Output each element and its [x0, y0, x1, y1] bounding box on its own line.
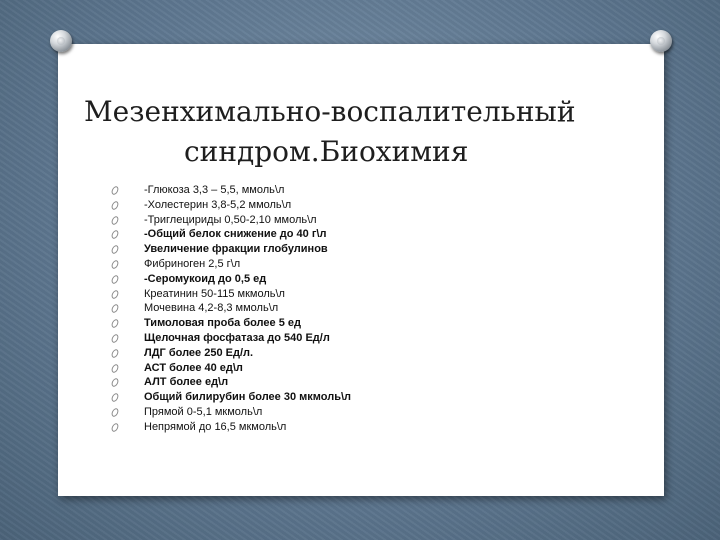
list-item — [112, 346, 351, 361]
oval-bullet-icon — [110, 200, 120, 211]
slide-title-line2: синдром.Биохимия — [184, 135, 469, 168]
oval-bullet-icon — [110, 274, 120, 285]
list-item — [112, 390, 351, 405]
oval-bullet-icon — [110, 259, 120, 270]
oval-bullet-icon — [110, 244, 120, 255]
oval-bullet-icon — [110, 333, 120, 344]
list-item — [112, 361, 351, 376]
list-item — [112, 213, 351, 228]
list-item-text: АСТ более 40 ед\л — [144, 361, 243, 374]
list-item-text: -Холестерин 3,8-5,2 ммоль\л — [144, 198, 292, 211]
pushpin-icon — [650, 30, 672, 52]
list-item-text: Прямой 0-5,1 мкмоль\л — [144, 405, 263, 418]
oval-bullet-icon — [110, 303, 120, 314]
list-item-text: -Общий белок снижение до 40 г\л — [144, 228, 327, 241]
oval-bullet-icon — [110, 392, 120, 403]
oval-bullet-icon — [110, 230, 120, 241]
list-item — [112, 272, 351, 287]
oval-bullet-icon — [110, 422, 120, 433]
oval-bullet-icon — [110, 289, 120, 300]
list-item — [112, 405, 351, 420]
list-item-text: -Серомукоид до 0,5 ед — [144, 272, 267, 285]
list-item-text: Креатинин 50-115 мкмоль\л — [144, 287, 285, 300]
oval-bullet-icon — [110, 318, 120, 329]
list-item-text: АЛТ более ед\л — [144, 376, 229, 389]
list-item — [112, 375, 351, 390]
list-item-text: Непрямой до 16,5 мкмоль\л — [144, 420, 287, 433]
list-item — [112, 287, 351, 302]
list-item — [112, 316, 351, 331]
list-item — [112, 301, 351, 316]
slide-title — [84, 92, 604, 172]
list-item — [112, 183, 351, 198]
list-item-text: Увеличение фракции глобулинов — [144, 243, 328, 256]
list-item — [112, 227, 351, 242]
oval-bullet-icon — [110, 185, 120, 196]
list-item-text: Фибриноген 2,5 г\л — [144, 257, 241, 270]
oval-bullet-icon — [110, 407, 120, 418]
list-item — [112, 331, 351, 346]
oval-bullet-icon — [110, 363, 120, 374]
pushpin-icon — [50, 30, 72, 52]
list-item-text: Щелочная фосфатаза до 540 Ед/л — [144, 331, 330, 344]
list-item — [112, 420, 351, 435]
bullet-list — [112, 183, 351, 435]
oval-bullet-icon — [110, 348, 120, 359]
list-item-text: -Глюкоза 3,3 – 5,5, ммоль\л — [144, 184, 285, 196]
list-item-text: Общий билирубин более 30 мкмоль\л — [144, 391, 352, 404]
list-item — [112, 257, 351, 272]
oval-bullet-icon — [110, 377, 120, 388]
slide-title-line1: Мезенхимально-воспалительный — [84, 95, 576, 128]
list-item-text: -Триглецириды 0,50-2,10 ммоль\л — [144, 213, 317, 226]
list-item-text: Мочевина 4,2-8,3 ммоль\л — [144, 302, 279, 315]
oval-bullet-icon — [110, 215, 120, 226]
list-item-text: Тимоловая проба более 5 ед — [144, 317, 301, 330]
list-item — [112, 198, 351, 213]
list-item-text: ЛДГ более 250 Ед/л. — [144, 346, 254, 359]
list-item — [112, 242, 351, 257]
